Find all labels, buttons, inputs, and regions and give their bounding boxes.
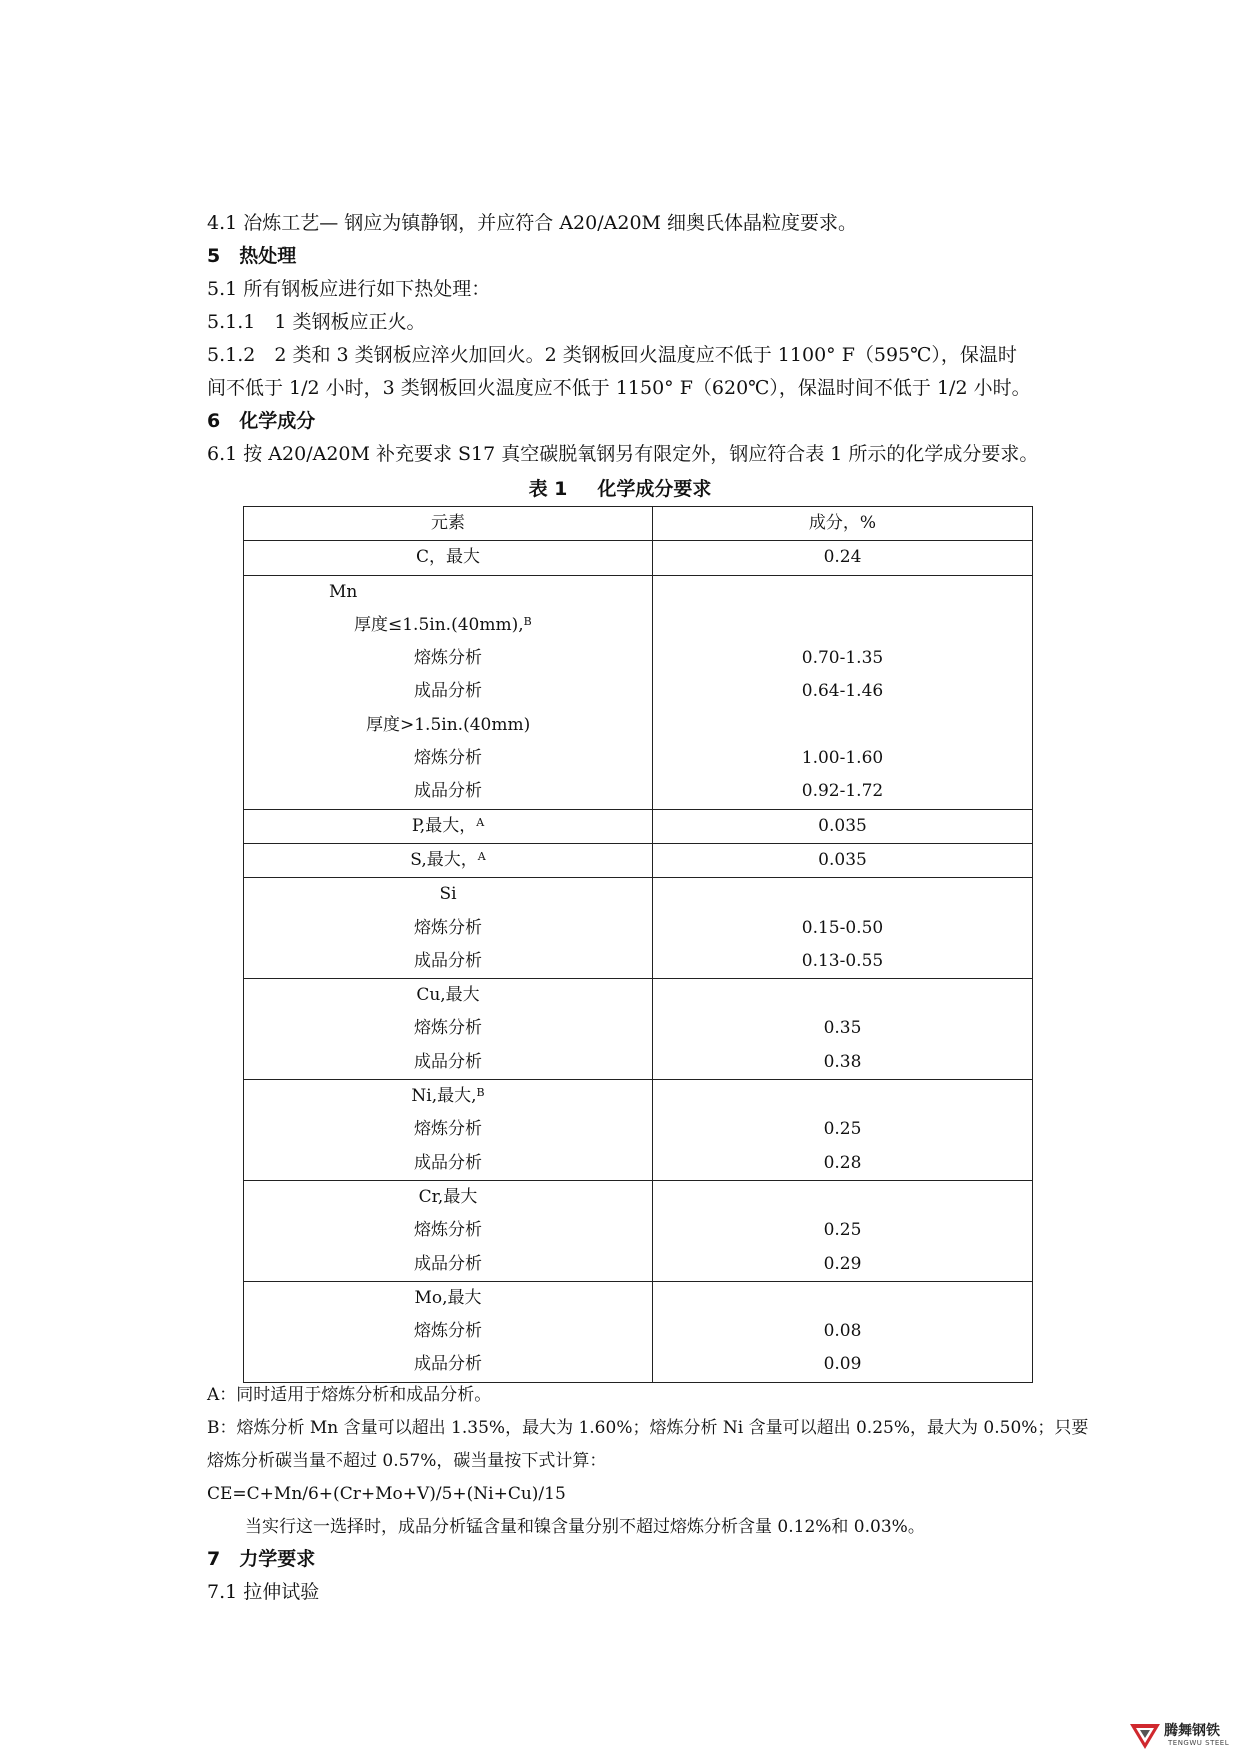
mn-thin-label: 厚度≤1.5in.(40mm), [354,614,524,635]
header-element: 元素 [431,513,465,533]
section-6-1: 6.1 按 A20/A20M 补充要求 S17 真空碳脱氧钢另有限定外，钢应符合表 1 所示的化学成分要求。 [207,443,1039,465]
company-logo [1128,1718,1240,1754]
section-5-1-1: 5.1.1 1 类钢板应正火。 [207,311,426,333]
element-value: 0.38 [823,1051,862,1072]
analysis-label: 成品分析 [414,1354,482,1375]
table-row-c [244,541,1033,575]
mn-thin-label-wrap [244,609,652,642]
element-value: 0.035 [818,849,867,870]
table-caption [0,474,1240,501]
table-row-cr [244,1180,1033,1281]
table-row-p [244,809,1033,843]
table-row-s [244,843,1033,877]
element-label: P,最大， [411,815,477,836]
element-label: Mn [329,581,358,602]
analysis-label: 熔炼分析 [414,748,482,769]
analysis-label: 成品分析 [414,950,482,971]
element-label-wrap [244,1080,652,1113]
element-label-wrap [244,844,652,877]
table-header-row [244,507,1033,541]
analysis-label: 成品分析 [414,681,482,702]
mn-thick-label: 厚度>1.5in.(40mm) [366,714,531,735]
heading-chemical-composition: 6 化学成分 [207,410,316,432]
table-caption-label: 表 1 [528,478,568,500]
section-5-1-2-line2: 间不低于 1/2 小时，3 类钢板回火温度应不低于 1150° F（620℃），保温时间不低于 1/2 小时。 [207,377,1031,399]
footnote-a: A：同时适用于熔炼分析和成品分析。 [207,1385,492,1405]
table-row-ni [244,1080,1033,1181]
analysis-label: 熔炼分析 [414,648,482,669]
table-row-mo [244,1281,1033,1382]
heading-mechanical-requirements: 7 力学要求 [207,1548,316,1570]
footnote-b-line1: B：熔炼分析 Mn 含量可以超出 1.35%，最大为 1.60%；熔炼分析 Ni 含量可以超出 0.25%，最大为 0.50%；只要 [207,1418,1089,1438]
element-value: 0.13-0.55 [801,950,884,971]
logo-subtitle: TENGWU STEEL [1168,1739,1230,1747]
analysis-label: 熔炼分析 [414,1220,482,1241]
analysis-label: 成品分析 [414,1253,482,1274]
section-5-1-2-line1: 5.1.2 2 类和 3 类钢板应淬火加回火。2 类钢板回火温度应不低于 1100° F（595℃），保温时 [207,344,1017,366]
element-label: C，最大 [415,547,480,568]
element-label: S,最大， [410,849,478,870]
footnote-ref: B [476,1086,485,1100]
element-value: 0.70-1.35 [801,648,884,669]
element-value: 0.09 [823,1354,862,1375]
section-4-1: 4.1 冶炼工艺— 钢应为镇静钢，并应符合 A20/A20M 细奥氏体晶粒度要求。 [207,212,858,234]
analysis-label: 熔炼分析 [414,1018,482,1039]
option-note: 当实行这一选择时，成品分析锰含量和镍含量分别不超过熔炼分析含量 0.12%和 0.03%。 [245,1517,925,1537]
element-value: 0.92-1.72 [801,781,884,802]
element-label: Ni,最大, [411,1086,477,1107]
table-row-cu [244,979,1033,1080]
footnote-ref: A [476,815,485,829]
analysis-label: 成品分析 [414,781,482,802]
element-value: 0.28 [823,1152,862,1173]
heading-heat-treatment: 5 热处理 [207,245,297,267]
footnote-ref: A [477,849,486,863]
table-row-si [244,878,1033,979]
table-caption-title: 化学成分要求 [597,478,712,500]
element-label: Cr,最大 [418,1186,478,1207]
element-value: 1.00-1.60 [801,748,884,769]
analysis-label: 熔炼分析 [414,917,482,938]
section-7-1: 7.1 拉伸试验 [207,1581,320,1603]
element-value: 0.035 [818,815,867,836]
section-5-1: 5.1 所有钢板应进行如下热处理： [207,278,491,300]
analysis-label: 成品分析 [414,1051,482,1072]
element-value: 0.15-0.50 [801,917,884,938]
header-composition: 成分，% [808,513,877,533]
analysis-label: 熔炼分析 [414,1321,482,1342]
analysis-label: 成品分析 [414,1152,482,1173]
element-label: Si [439,884,457,905]
carbon-equivalent-formula: CE=C+Mn/6+(Cr+Mo+V)/5+(Ni+Cu)/15 [207,1484,566,1504]
element-label-wrap [244,810,652,843]
footnote-b-line2: 熔炼分析碳当量不超过 0.57%，碳当量按下式计算： [207,1451,607,1471]
element-label: Mo,最大 [414,1287,482,1308]
element-value: 0.24 [823,547,862,568]
footnote-ref: B [523,614,532,628]
table-row-mn [244,575,1033,809]
element-label: Cu,最大 [416,985,480,1006]
chemical-composition-table [243,506,1033,1383]
element-value: 0.08 [823,1321,862,1342]
logo-name: 腾舞钢铁 [1164,1723,1220,1739]
logo-mark-icon [1128,1718,1162,1752]
element-value: 0.25 [823,1119,862,1140]
element-value: 0.25 [823,1220,862,1241]
element-value: 0.29 [823,1253,862,1274]
element-value: 0.35 [823,1018,862,1039]
analysis-label: 熔炼分析 [414,1119,482,1140]
element-value: 0.64-1.46 [801,681,884,702]
